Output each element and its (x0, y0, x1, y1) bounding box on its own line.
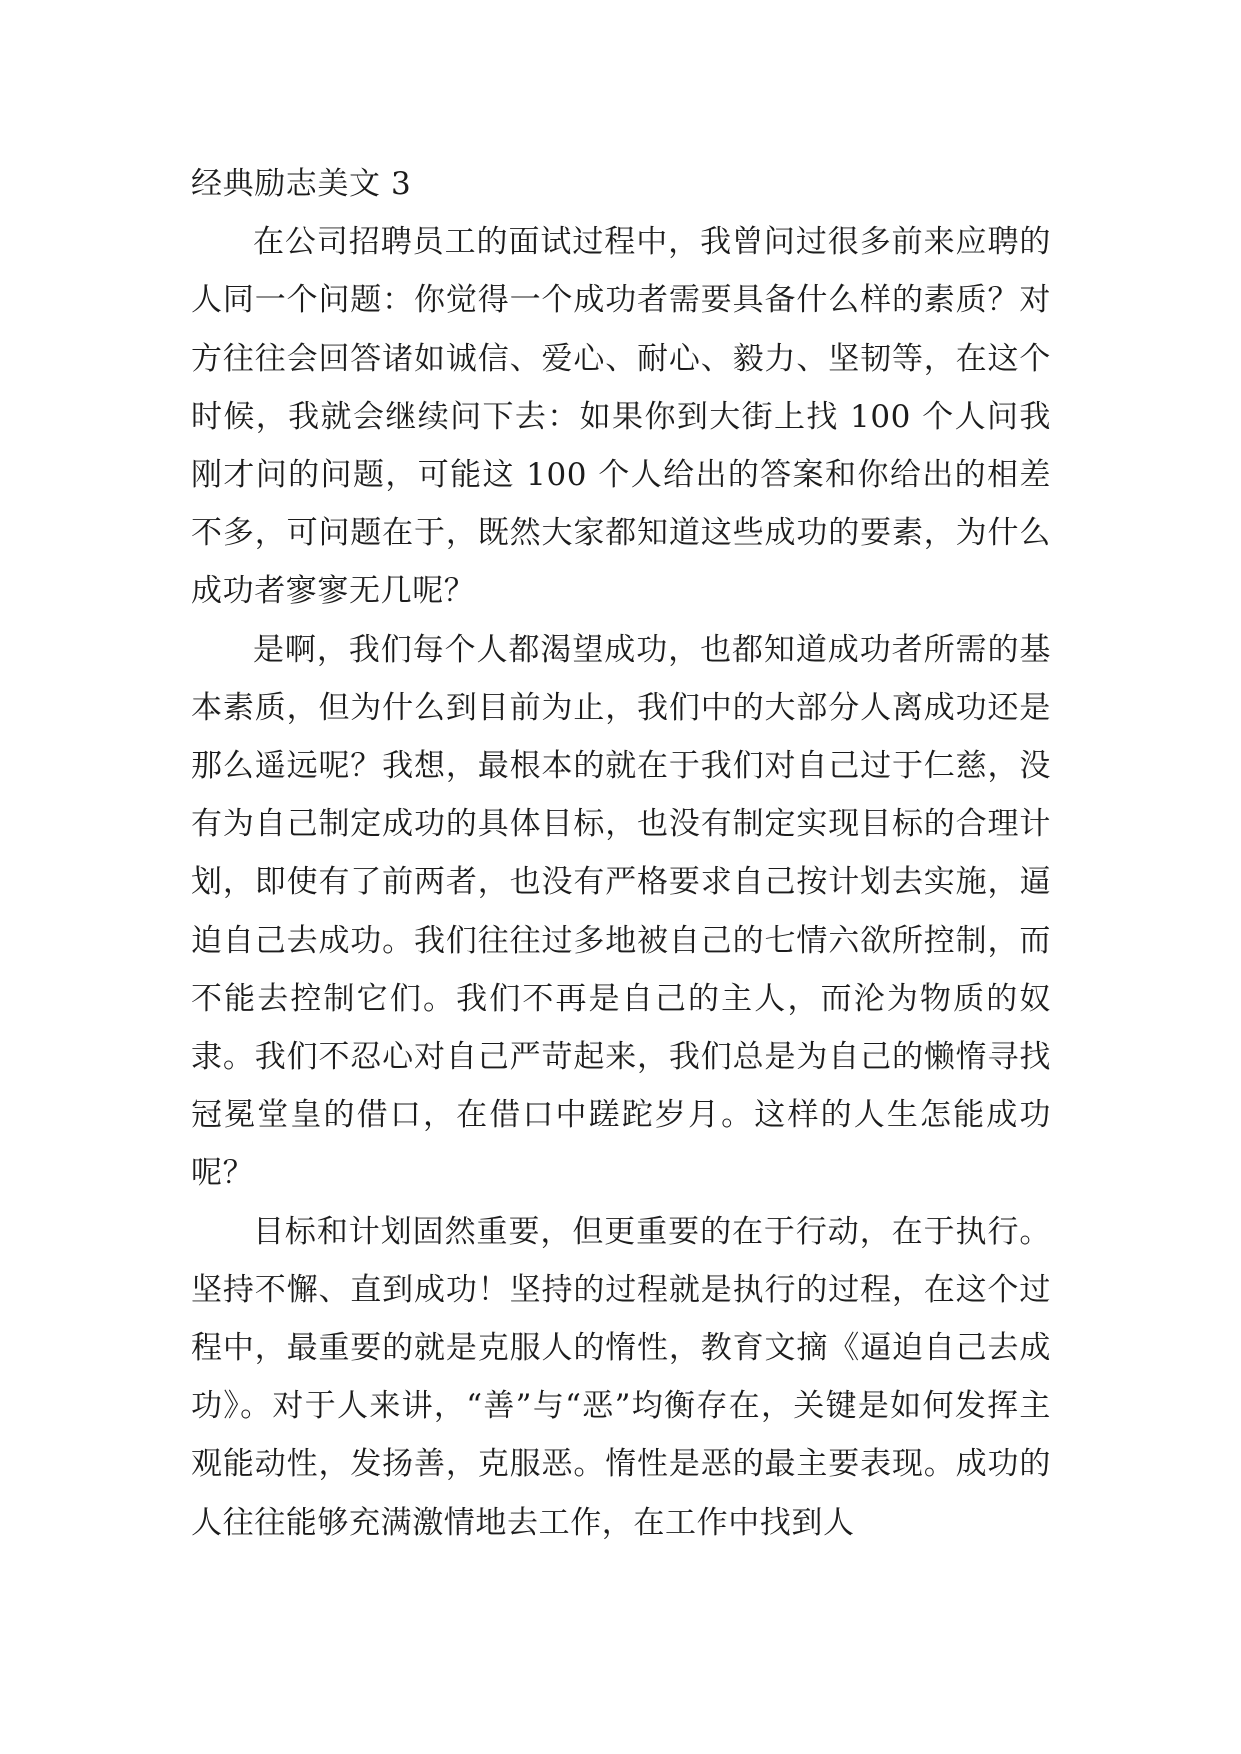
paragraph-3: 目标和计划固然重要，但更重要的在于行动，在于执行。坚持不懈、直到成功！坚持的过程就是执行的过程，在这个过程中，最重要的就是克服人的惰性，教育文摘《逼迫自己去成功》。对于人来讲，“善”与“恶”均衡存在，关键是如何发挥主观能动性，发扬善，克服恶。惰性是恶的最主要表现。成功的人往往能够充满激情地去工作，在工作中找到人 (191, 1213, 1051, 1541)
document-title: 经典励志美文 3 (191, 166, 412, 202)
paragraph-1: 在公司招聘员工的面试过程中，我曾问过很多前来应聘的人同一个问题：你觉得一个成功者需要具备什么样的素质？对方往往会回答诸如诚信、爱心、耐心、毅力、坚韧等，在这个时候，我就会继续问下去：如果你到大街上找 100 个人问我刚才问的问题，可能这 100 个人给出的答案和你给出的相差不多，可问题在于，既然大家都知道这些成功的要素，为什么成功者寥寥无几呢？ (191, 224, 1051, 610)
paragraph-2: 是啊，我们每个人都渴望成功，也都知道成功者所需的基本素质，但为什么到目前为止，我们中的大部分人离成功还是那么遥远呢？我想，最根本的就在于我们对自己过于仁慈，没有为自己制定成功的具体目标，也没有制定实现目标的合理计划，即使有了前两者，也没有严格要求自己按计划去实施，逼迫自己去成功。我们往往过多地被自己的七情六欲所控制，而不能去控制它们。我们不再是自己的主人，而沦为物质的奴隶。我们不忍心对自己严苛起来，我们总是为自己的懒惰寻找冠冕堂皇的借口，在借口中蹉跎岁月。这样的人生怎能成功呢？ (191, 631, 1051, 1192)
document-body (191, 155, 1051, 1552)
